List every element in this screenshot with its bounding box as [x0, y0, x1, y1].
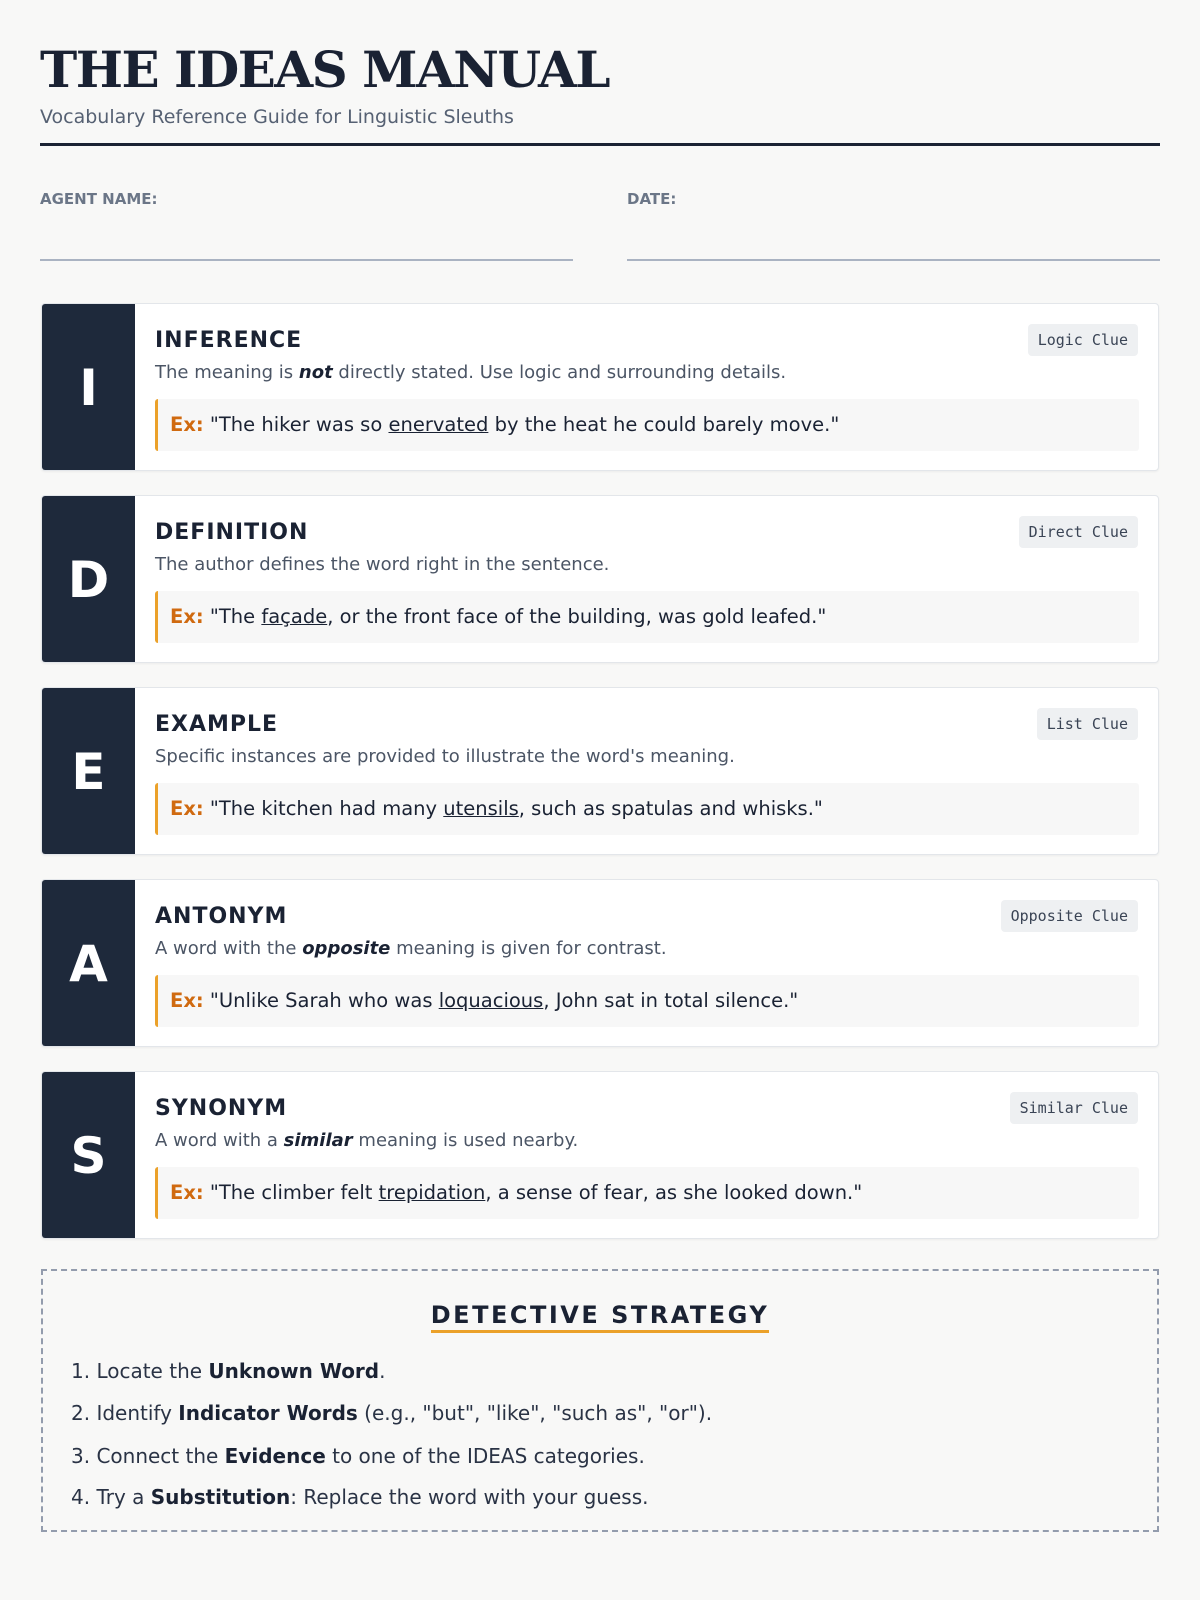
example-sentence: Ex: "The hiker was so enervated by the heat he could barely move.": [155, 399, 1139, 451]
ideas-card-inference: [41, 303, 1159, 471]
clue-type-badge: Similar Clue: [1010, 1092, 1138, 1124]
strategy-title: DETECTIVE STRATEGY: [431, 1301, 769, 1333]
example-sentence: Ex: "Unlike Sarah who was loquacious, John sat in total silence.": [155, 975, 1139, 1027]
strategy-step: 2. Identify Indicator Words (e.g., "but", "like", "such as", "or").: [71, 1401, 713, 1425]
header-divider: [40, 143, 1160, 146]
ideas-card-synonym: [41, 1071, 1159, 1239]
strategy-step: 1. Locate the Unknown Word.: [71, 1359, 386, 1383]
example-label: Ex:: [170, 797, 204, 820]
emphasis-word: not: [298, 362, 333, 383]
example-label: Ex:: [170, 413, 204, 436]
clue-type-badge: Opposite Clue: [1001, 900, 1138, 932]
card-heading: ANTONYM: [155, 904, 288, 929]
card-letter: S: [42, 1072, 135, 1239]
detective-strategy-box: [41, 1269, 1159, 1532]
date-field[interactable]: [627, 259, 1160, 261]
example-label: Ex:: [170, 1181, 204, 1204]
card-heading: EXAMPLE: [155, 712, 279, 737]
emphasis-word: opposite: [302, 938, 391, 959]
vocabulary-word: trepidation: [378, 1181, 486, 1204]
date-label: DATE:: [627, 190, 677, 208]
card-description: A word with the opposite meaning is given for contrast.: [155, 938, 667, 959]
strategy-step: 4. Try a Substitution: Replace the word with your guess.: [71, 1485, 649, 1509]
clue-type-badge: Logic Clue: [1028, 324, 1138, 356]
card-description: A word with a similar meaning is used nearby.: [155, 1130, 579, 1151]
card-heading: INFERENCE: [155, 328, 303, 353]
card-description: The author defines the word right in the sentence.: [155, 554, 610, 575]
ideas-card-example: [41, 687, 1159, 855]
card-letter: E: [42, 688, 135, 855]
example-sentence: Ex: "The façade, or the front face of the building, was gold leafed.": [155, 591, 1139, 643]
example-label: Ex:: [170, 605, 204, 628]
strategy-step: 3. Connect the Evidence to one of the IDEAS categories.: [71, 1444, 645, 1468]
page-subtitle: Vocabulary Reference Guide for Linguistic Sleuths: [40, 106, 514, 128]
agent-name-field[interactable]: [40, 259, 573, 261]
page-title: THE IDEAS MANUAL: [40, 40, 609, 99]
clue-type-badge: Direct Clue: [1019, 516, 1138, 548]
card-letter: D: [42, 496, 135, 663]
clue-type-badge: List Clue: [1037, 708, 1138, 740]
card-heading: SYNONYM: [155, 1096, 288, 1121]
ideas-card-definition: [41, 495, 1159, 663]
card-description: The meaning is not directly stated. Use logic and surrounding details.: [155, 362, 787, 383]
vocabulary-word: utensils: [443, 797, 519, 820]
card-description: Specific instances are provided to illustrate the word's meaning.: [155, 746, 735, 767]
vocabulary-word: façade: [261, 605, 328, 628]
agent-name-label: AGENT NAME:: [40, 190, 158, 208]
vocabulary-word: enervated: [388, 413, 489, 436]
ideas-card-antonym: [41, 879, 1159, 1047]
emphasis-word: similar: [283, 1130, 353, 1151]
card-heading: DEFINITION: [155, 520, 309, 545]
example-label: Ex:: [170, 989, 204, 1012]
card-letter: I: [42, 304, 135, 471]
vocabulary-word: loquacious: [438, 989, 544, 1012]
example-sentence: Ex: "The climber felt trepidation, a sense of fear, as she looked down.": [155, 1167, 1139, 1219]
example-sentence: Ex: "The kitchen had many utensils, such as spatulas and whisks.": [155, 783, 1139, 835]
card-letter: A: [42, 880, 135, 1047]
